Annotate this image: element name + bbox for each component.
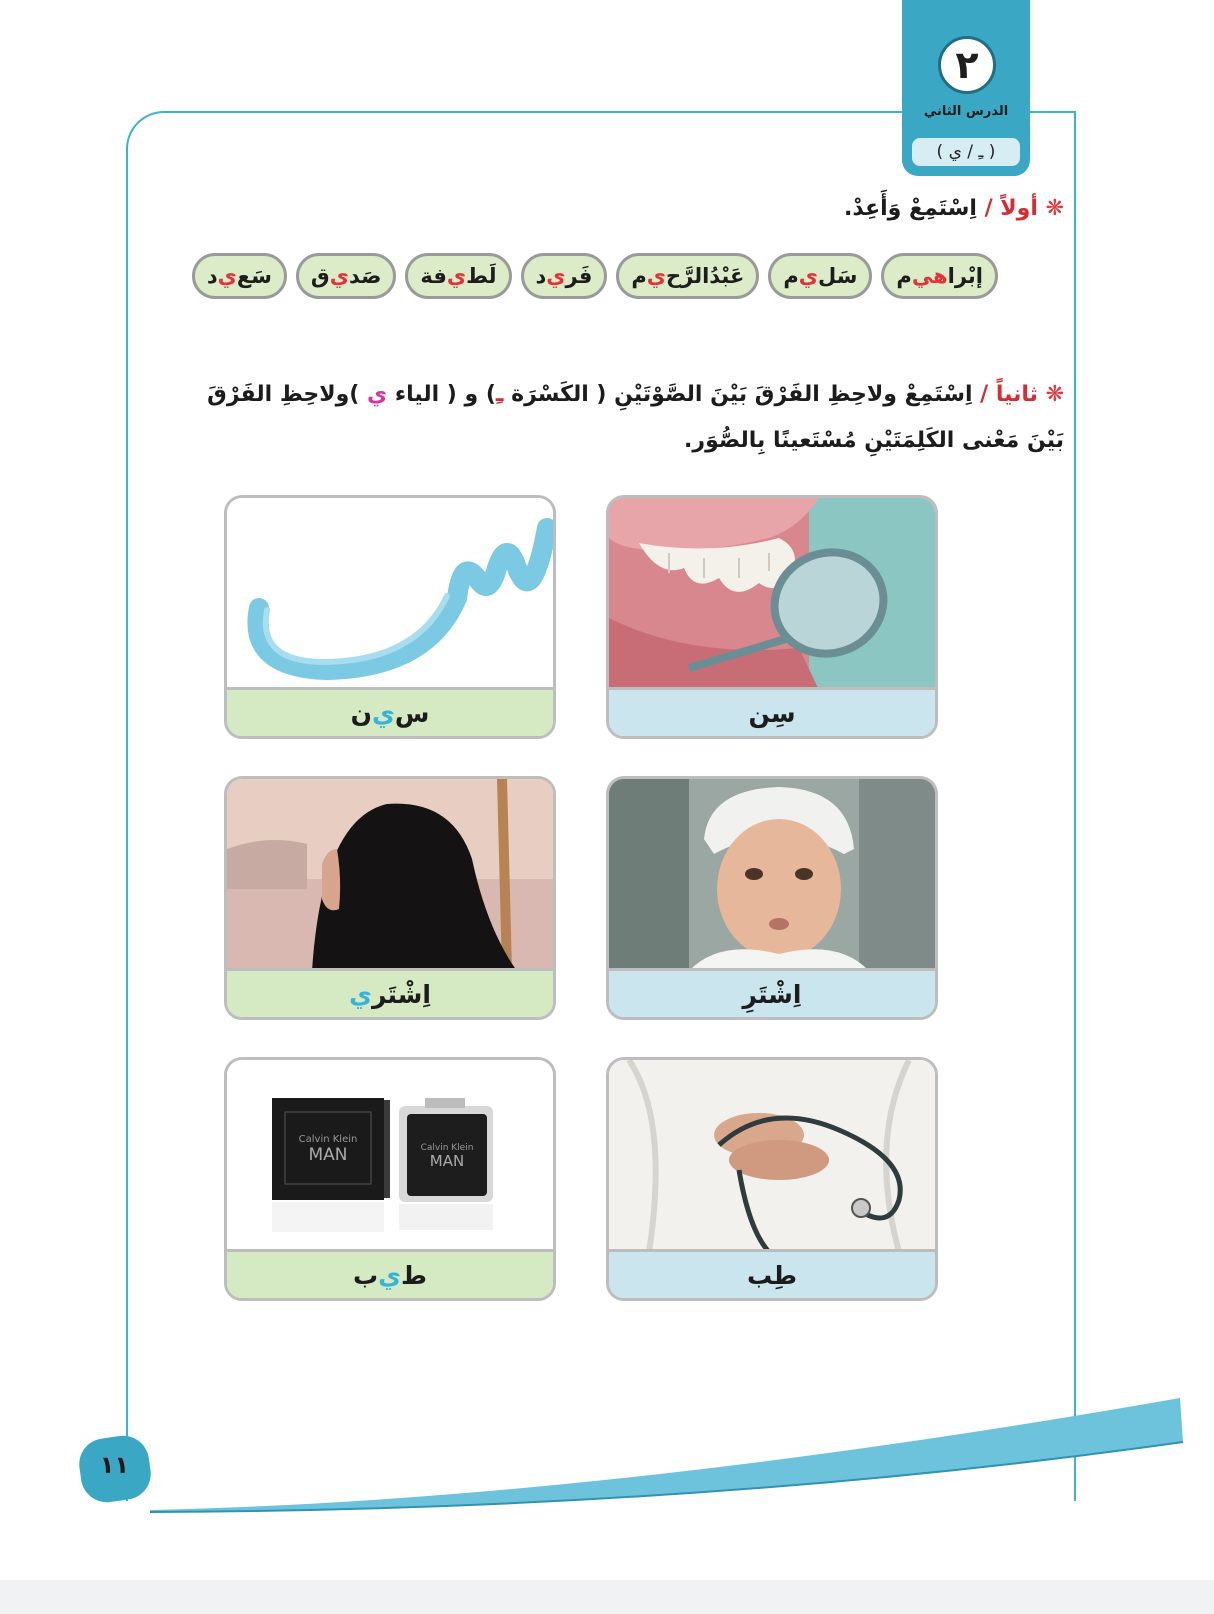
names-row [192, 253, 998, 299]
name-pill[interactable] [405, 253, 511, 299]
page-number: ١١ [99, 1451, 130, 1480]
name-highlight: ي [646, 264, 667, 288]
card-doctor[interactable] [606, 1057, 938, 1301]
name-pill[interactable] [192, 253, 287, 299]
name-highlight: ي [798, 264, 819, 288]
card-word-part: ن [350, 698, 372, 728]
name-pill[interactable] [616, 253, 759, 299]
perfume-photo [227, 1060, 553, 1252]
card-woman[interactable] [224, 776, 556, 1020]
letter-seen-picture [227, 498, 553, 690]
card-word: اِشْتَرِ [742, 979, 802, 1009]
name-part: ق [310, 264, 330, 288]
card-perfume[interactable] [224, 1057, 556, 1301]
name-highlight: ي [217, 264, 237, 288]
card-word-part: ب [353, 1260, 379, 1290]
card-seen[interactable] [224, 495, 556, 739]
card-label [227, 968, 553, 1017]
ya-letter: ي [367, 382, 388, 407]
section-1 [844, 196, 1064, 221]
name-part: إبْرا [947, 264, 983, 288]
name-part: د [535, 264, 547, 288]
card-word-highlight: ي [349, 979, 372, 1009]
name-part: م [896, 264, 912, 288]
card-label [609, 1249, 935, 1298]
boy-photo [609, 779, 935, 971]
name-part: م [783, 264, 799, 288]
card-boy[interactable] [606, 776, 938, 1020]
name-pill[interactable] [881, 253, 998, 299]
name-part: فة [420, 264, 447, 288]
card-label [609, 687, 935, 736]
perfume-name-text: MAN [429, 1152, 465, 1170]
card-word: سِن [748, 698, 796, 728]
doctor-photo [609, 1060, 935, 1252]
name-part: سَع [236, 264, 272, 288]
lesson-number: ٢ [938, 36, 996, 94]
card-word-part: س [394, 698, 430, 728]
name-highlight: ي [329, 264, 349, 288]
card-word-part: ط [401, 1260, 428, 1290]
kasra-mark: ـِ [495, 382, 504, 407]
section-1-instruction: اِسْتَمِعْ وَأَعِدْ. [844, 196, 985, 221]
name-part: صَد [348, 264, 382, 288]
tooth-photo [609, 498, 935, 690]
card-label [227, 1249, 553, 1298]
lesson-name: الدرس الثاني [923, 104, 1009, 119]
name-part: د [206, 264, 218, 288]
card-word: طِب [747, 1260, 798, 1290]
name-highlight: ي [546, 264, 566, 288]
name-highlight: ي [446, 264, 467, 288]
name-pill[interactable] [521, 253, 608, 299]
bottom-swoosh [0, 1380, 1214, 1614]
woman-photo [227, 779, 553, 971]
name-part: لَط [466, 264, 497, 288]
asterisk-icon: ❋ [1045, 382, 1064, 407]
name-part: فَر [565, 264, 593, 288]
card-word-part: اِشْتَر [372, 979, 431, 1009]
card-tooth[interactable] [606, 495, 938, 739]
name-part: عَبْدُالرَّح [666, 264, 745, 288]
section-2-text: اِسْتَمِعْ ولاحِظِ الفَرْقَ بَيْنَ الصَّوْتَيْنِ ( الكَسْرَة [503, 382, 981, 407]
card-label [609, 968, 935, 1017]
section-2-text: )ولاحِظِ الفَرْقَ بَيْنَ مَعْنى الكَلِمَتَيْنِ مُسْتَعينًا بِالصُّوَر. [207, 382, 1064, 453]
name-pill[interactable] [768, 253, 872, 299]
section-2-heading: ثانياً / [980, 382, 1038, 407]
name-highlight: هي [911, 264, 948, 288]
lesson-tab [902, 0, 1030, 176]
card-word-highlight: ي [378, 1260, 402, 1290]
lesson-letters: ( ـِ / ي ) [912, 138, 1020, 166]
perfume-brand-text: Calvin Klein [420, 1143, 474, 1153]
section-2-text: ) و ( الياء [387, 382, 496, 407]
asterisk-icon: ❋ [1045, 196, 1064, 221]
perfume-brand-text: Calvin Klein [298, 1134, 358, 1145]
name-pill[interactable] [296, 253, 396, 299]
section-2 [164, 372, 1064, 464]
name-part: م [631, 264, 647, 288]
name-part: سَل [818, 264, 858, 288]
section-1-heading: أولاً / [984, 196, 1038, 221]
perfume-name-text: MAN [308, 1145, 348, 1165]
card-label [227, 687, 553, 736]
card-word-highlight: ي [371, 698, 395, 728]
